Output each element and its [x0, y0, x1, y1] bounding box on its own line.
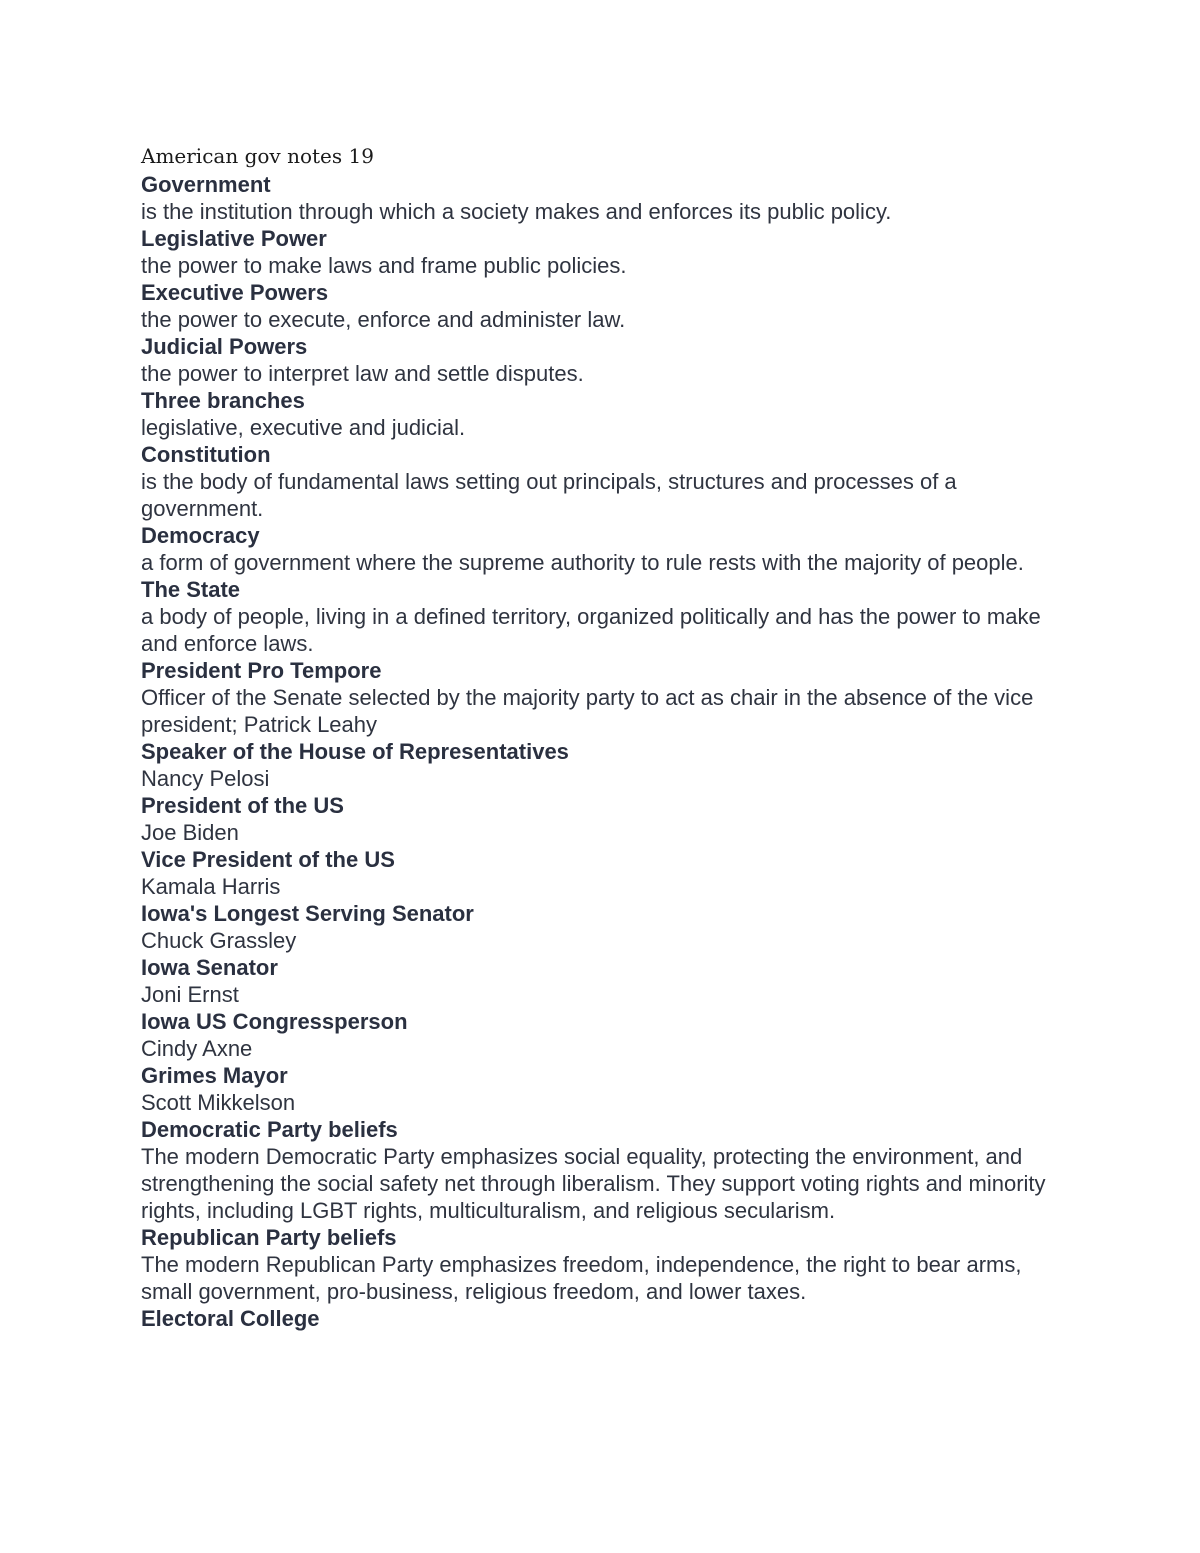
definition: the power to execute, enforce and administer law.: [141, 307, 626, 332]
definition: Kamala Harris: [141, 874, 281, 899]
entry-speaker-of-the-house: [141, 738, 1061, 792]
entry-grimes-mayor: [141, 1062, 1061, 1116]
entry-president-of-the-us: [141, 792, 1061, 846]
entry-government: [141, 171, 1061, 225]
definition: Joni Ernst: [141, 982, 239, 1007]
term: Democracy: [141, 523, 260, 548]
term: Iowa Senator: [141, 955, 278, 980]
entry-three-branches: [141, 387, 1061, 441]
entry-republican-party-beliefs: [141, 1224, 1061, 1305]
document-body: [141, 141, 1061, 1332]
term: Executive Powers: [141, 280, 329, 305]
definition: a body of people, living in a defined territory, organized politically and has the power to make and enforce laws.: [141, 604, 1041, 656]
entry-iowa-us-congressperson: [141, 1008, 1061, 1062]
term: Speaker of the House of Representatives: [141, 739, 569, 764]
term: Judicial Powers: [141, 334, 308, 359]
definition: The modern Democratic Party emphasizes social equality, protecting the environment, and strengthening the social safety net through liberalism. They support voting rights and minority rights, including LGBT rights, multiculturalism, and religious secularism.: [141, 1144, 1046, 1223]
definition: the power to interpret law and settle disputes.: [141, 361, 584, 386]
term: President of the US: [141, 793, 344, 818]
entry-constitution: [141, 441, 1061, 522]
term: Government: [141, 172, 271, 197]
term: Republican Party beliefs: [141, 1225, 397, 1250]
entry-electoral-college: [141, 1305, 1061, 1332]
definition: legislative, executive and judicial.: [141, 415, 466, 440]
definition: Officer of the Senate selected by the majority party to act as chair in the absence of the vice president; Patrick Leahy: [141, 685, 1034, 737]
definition: Joe Biden: [141, 820, 239, 845]
term: President Pro Tempore: [141, 658, 382, 683]
definition: the power to make laws and frame public policies.: [141, 253, 627, 278]
entry-president-pro-tempore: [141, 657, 1061, 738]
definition: is the institution through which a society makes and enforces its public policy.: [141, 199, 892, 224]
entry-executive-powers: [141, 279, 1061, 333]
entry-democracy: [141, 522, 1061, 576]
definition: The modern Republican Party emphasizes freedom, independence, the right to bear arms, small government, pro-business, religious freedom, and lower taxes.: [141, 1252, 1022, 1304]
entry-legislative-power: [141, 225, 1061, 279]
entry-democratic-party-beliefs: [141, 1116, 1061, 1224]
term: Democratic Party beliefs: [141, 1117, 398, 1142]
term: Constitution: [141, 442, 271, 467]
definition: Chuck Grassley: [141, 928, 297, 953]
definition: Scott Mikkelson: [141, 1090, 296, 1115]
definition: Nancy Pelosi: [141, 766, 270, 791]
term: Iowa US Congressperson: [141, 1009, 408, 1034]
entry-judicial-powers: [141, 333, 1061, 387]
entry-iowa-longest-serving-senator: [141, 900, 1061, 954]
term: Iowa's Longest Serving Senator: [141, 901, 474, 926]
term: Vice President of the US: [141, 847, 395, 872]
entry-the-state: [141, 576, 1061, 657]
entry-iowa-senator: [141, 954, 1061, 1008]
definition: Cindy Axne: [141, 1036, 253, 1061]
definition: a form of government where the supreme authority to rule rests with the majority of people.: [141, 550, 1024, 575]
entry-vice-president-of-the-us: [141, 846, 1061, 900]
term: The State: [141, 577, 241, 602]
term: Legislative Power: [141, 226, 327, 251]
document-title: American gov notes 19: [141, 144, 374, 168]
term: Three branches: [141, 388, 305, 413]
term: Electoral College: [141, 1306, 320, 1331]
term: Grimes Mayor: [141, 1063, 288, 1088]
definition: is the body of fundamental laws setting out principals, structures and processes of a government.: [141, 469, 957, 521]
